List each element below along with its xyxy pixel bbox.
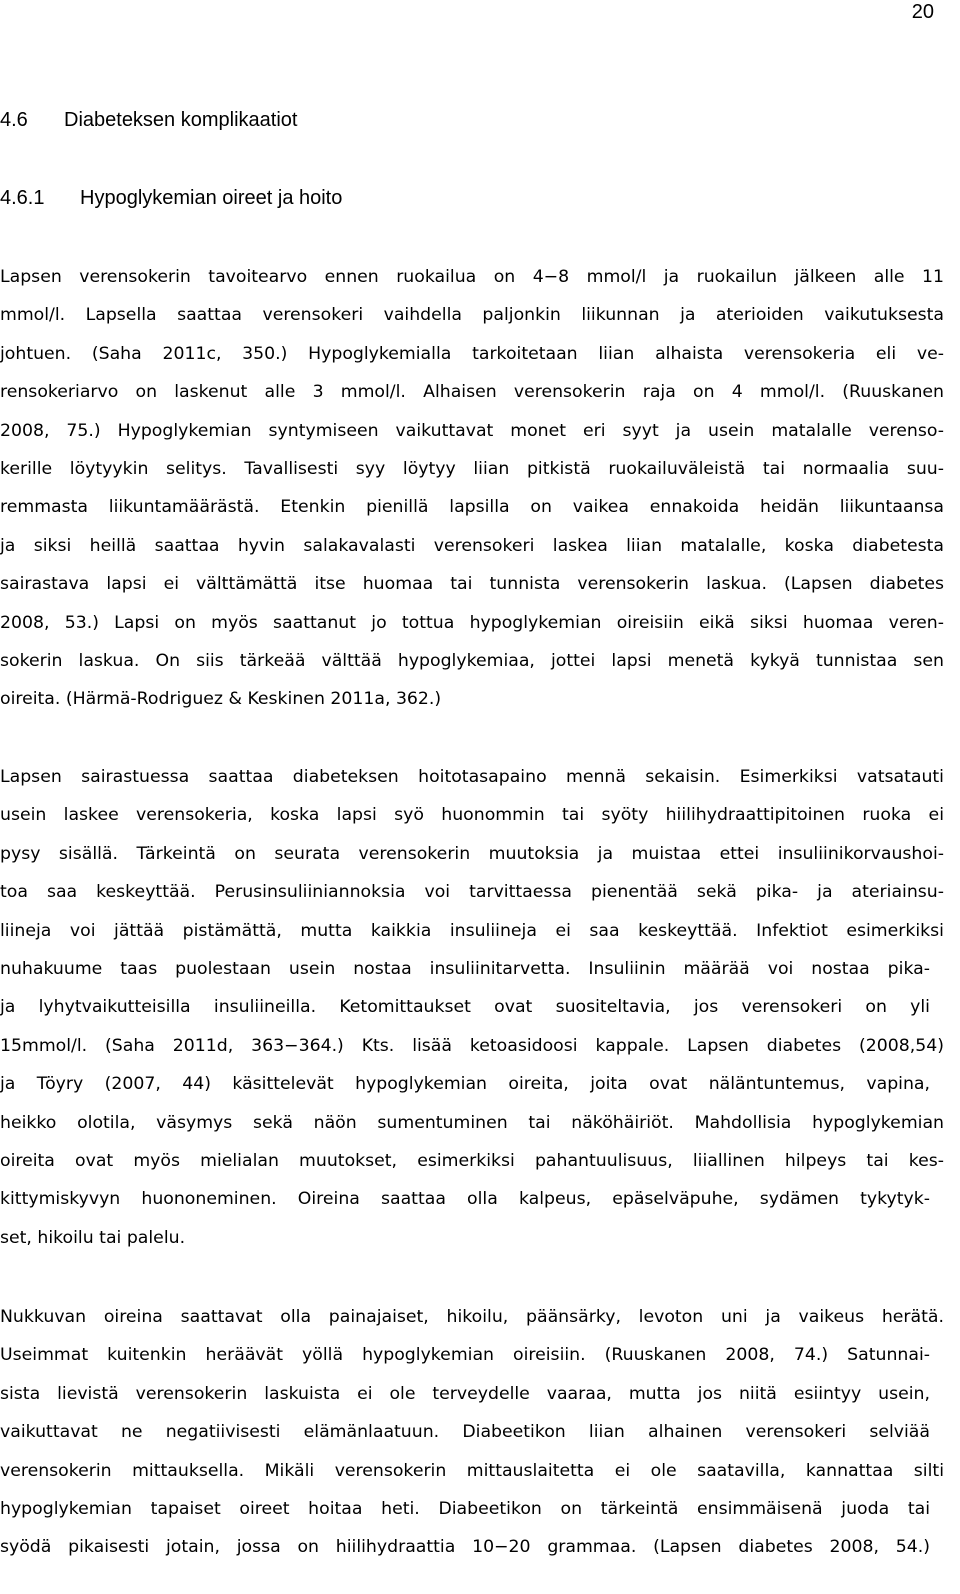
text-line: heikko olotila, väsymys sekä näön sumentuminen tai näköhäiriöt. Mahdollisia hypoglykemian [0,1112,944,1133]
text-line: kerille löytyykin selitys. Tavallisesti syy löytyy liian pitkistä ruokailuväleistä tai normaalia suu- [0,458,944,479]
text-line: johtuen. (Saha 2011c, 350.) Hypoglykemialla tarkoitetaan liian alhaista verensokeria eli ve- [0,343,944,364]
subsection-title: Hypoglykemian oireet ja hoito [80,187,343,209]
text-line: set, hikoilu tai palelu. [0,1227,186,1248]
text-line: 15mmol/l. (Saha 2011d, 363−364.) Kts. lisää ketoasidoosi kappale. Lapsen diabetes (2008,54) [0,1035,944,1056]
section-number: 4.6 [0,109,28,131]
subsection-number: 4.6.1 [0,187,45,209]
text-line: 2008, 75.) Hypoglykemian syntymiseen vaikuttavat monet eri syyt ja usein matalalle verenso- [0,420,944,441]
text-line: oireita ovat myös mielialan muutokset, esimerkiksi pahantuulisuus, liiallinen hilpeys tai kes- [0,1150,944,1171]
text-line: sista lievistä verensokerin laskuista ei ole terveydelle vaaraa, mutta jos niitä esiintyy usein, [0,1383,930,1404]
text-line: kittymiskyvyn huononeminen. Oireina saattaa olla kalpeus, epäselväpuhe, sydämen tykytyk- [0,1189,930,1210]
text-line: sairastava lapsi ei välttämättä itse huomaa tai tunnista verensokerin laskua. (Lapsen diabetes [0,574,944,595]
text-line: Useimmat kuitenkin heräävät yöllä hypoglykemian oireisiin. (Ruuskanen 2008, 74.) Satunnai- [0,1345,930,1366]
text-line: verensokerin mittauksella. Mikäli verensokerin mittauslaitetta ei ole saatavilla, kannattaa silti [0,1460,944,1481]
text-line: sokerin laskua. On siis tärkeää välttää hypoglykemiaa, jottei lapsi menetä kykyä tunnistaa sen [0,650,944,671]
paragraph-illness-management [0,758,944,1257]
text-line: nuhakuume taas puolestaan usein nostaa insuliinitarvetta. Insuliinin määrää voi nostaa pika- [0,958,930,979]
section-heading [0,108,297,132]
text-line: ja siksi heillä saattaa hyvin salakavalasti verensokeri laskea liian matalalle, koska diabetesta [0,535,944,556]
text-line: remmasta liikuntamäärästä. Etenkin pienillä lapsilla on vaikea ennakoida heidän liikuntaansa [0,497,944,518]
text-line: Lapsen sairastuessa saattaa diabeteksen hoitotasapaino mennä sekaisin. Esimerkiksi vatsatauti [0,767,944,787]
text-line: hypoglykemian tapaiset oireet hoitaa heti. Diabeetikon on tärkeintä ensimmäisenä juoda tai [0,1498,930,1519]
text-line: ja lyhytvaikutteisilla insuliineilla. Ketomittaukset ovat suositeltavia, jos verensokeri on yli [0,997,930,1018]
text-line: Lapsen verensokerin tavoitearvo ennen ruokailua on 4−8 mmol/l ja ruokailun jälkeen alle 11 [0,267,944,287]
text-line: syödä pikaisesti jotain, jossa on hiilihydraattia 10−20 grammaa. (Lapsen diabetes 2008, 54.) [0,1537,930,1558]
text-line: liineja voi jättää pistämättä, mutta kaikkia insuliineja ei saa keskeyttää. Infektiot esimerkiksi [0,920,944,941]
subsection-heading [0,186,342,210]
text-line: Nukkuvan oireina saattavat olla painajaiset, hikoilu, päänsärky, levoton uni ja vaikeus herätä. [0,1307,944,1327]
text-line: rensokeriarvo on laskenut alle 3 mmol/l. Alhaisen verensokerin raja on 4 mmol/l. (Ruuskanen [0,382,944,403]
text-line: toa saa keskeyttää. Perusinsuliiniannoksia voi tarvittaessa pienentää sekä pika- ja ateriainsu- [0,882,944,903]
text-line: mmol/l. Lapsella saattaa verensokeri vaihdella paljonkin liikunnan ja aterioiden vaikutuksesta [0,305,944,326]
paragraph-nocturnal-symptoms [0,1298,944,1567]
text-line: 2008, 53.) Lapsi on myös saattanut jo tottua hypoglykemian oireisiin eikä siksi huomaa veren- [0,612,944,633]
text-line: ja Töyry (2007, 44) käsittelevät hypoglykemian oireita, joita ovat näläntuntemus, vapina, [0,1074,930,1095]
page-number: 20 [911,1,934,23]
text-line: oireita. (Härmä-Rodriguez & Keskinen 2011a, 362.) [0,689,442,710]
section-title: Diabeteksen komplikaatiot [64,109,298,131]
text-line: usein laskee verensokeria, koska lapsi syö huonommin tai syöty hiilihydraattipitoinen ruoka ei [0,805,944,826]
text-line: pysy sisällä. Tärkeintä on seurata verensokerin muutoksia ja muistaa ettei insuliinikorvaushoi- [0,843,944,864]
text-line: vaikuttavat ne negatiivisesti elämänlaatuun. Diabeetikon liian alhainen verensokeri selviää [0,1422,930,1443]
paragraph-hypoglycemia-definition [0,258,944,719]
